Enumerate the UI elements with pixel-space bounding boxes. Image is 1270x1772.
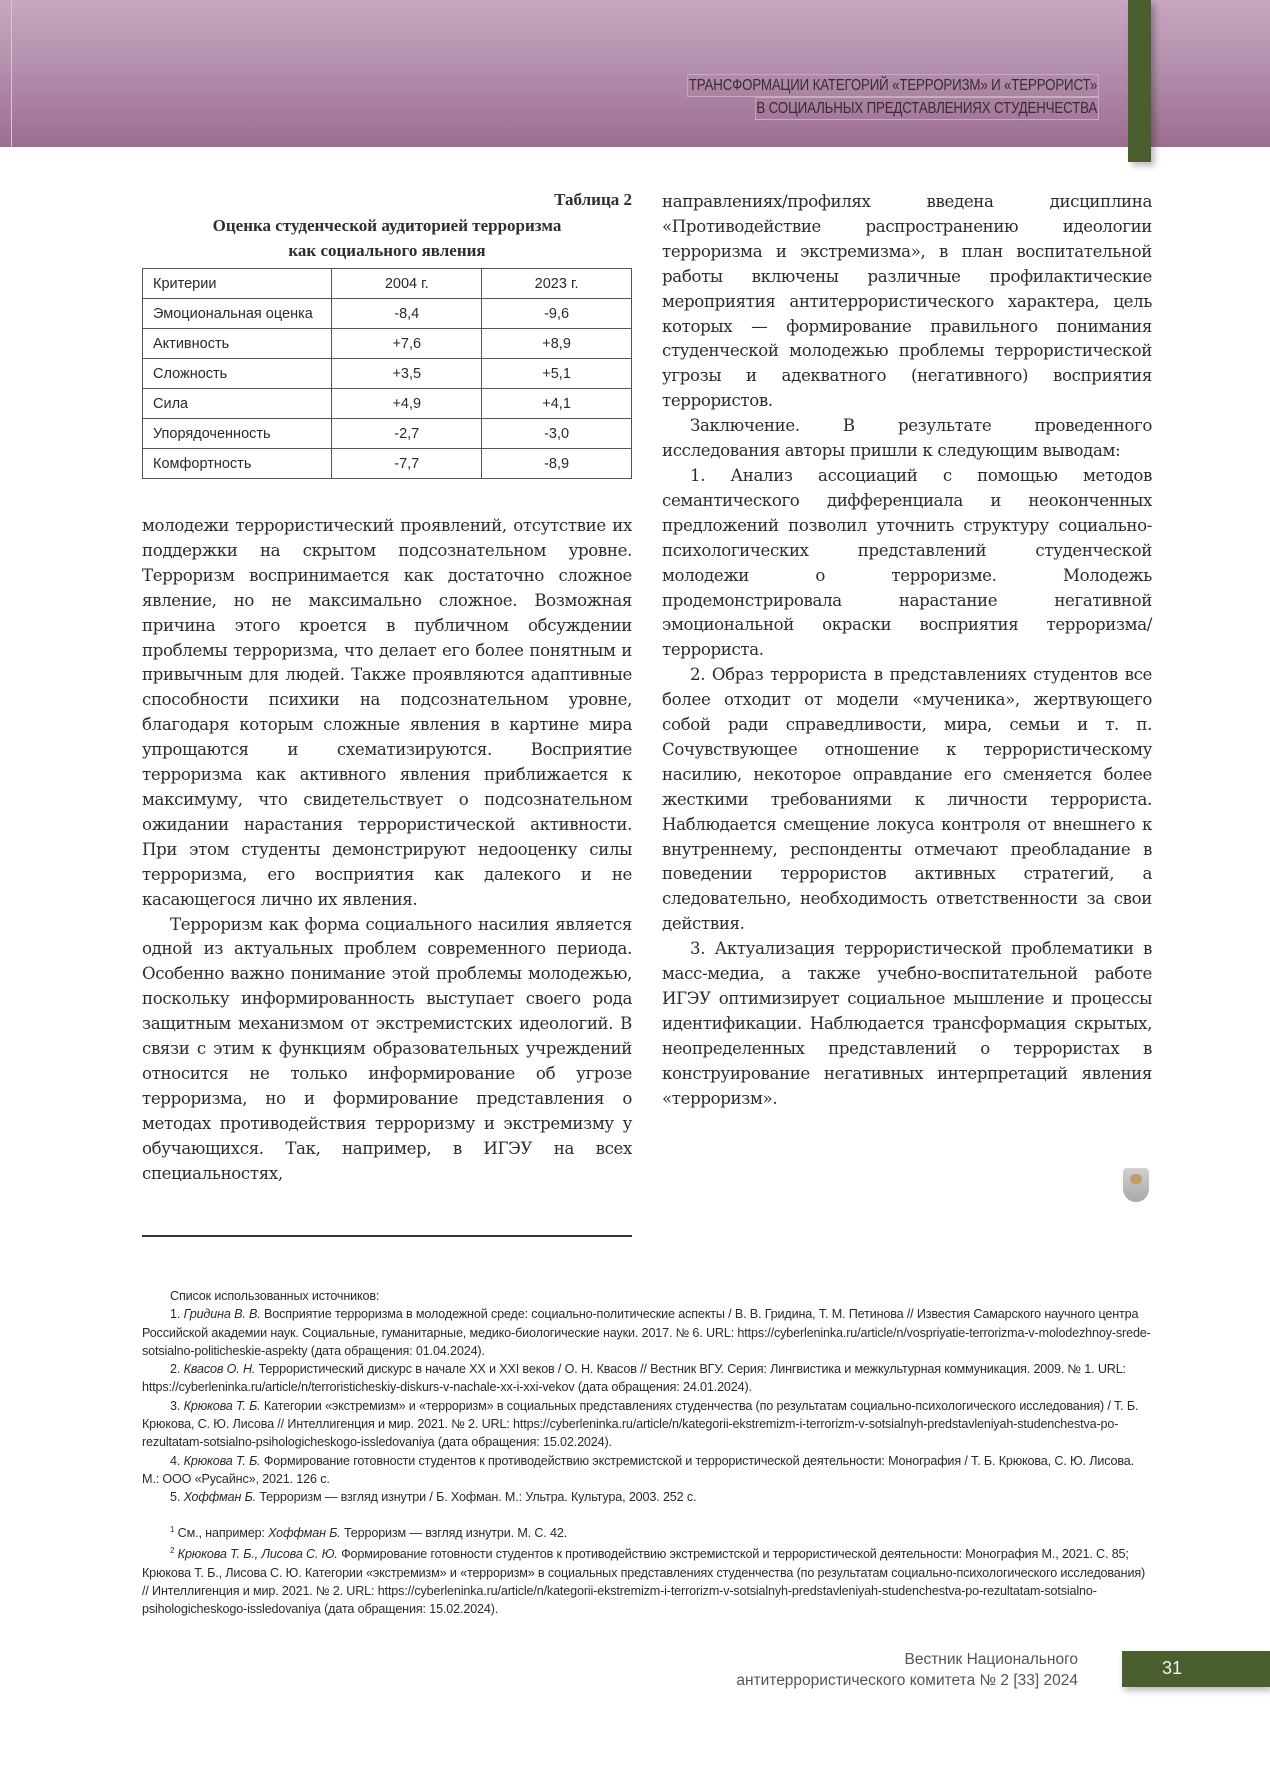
footnote-mark: 1 xyxy=(170,1524,175,1534)
criterion-cell: Сила xyxy=(143,389,332,419)
reference-item xyxy=(142,1360,1152,1397)
criterion-cell: Активность xyxy=(143,329,332,359)
column-header: 2004 г. xyxy=(332,269,482,299)
reference-item xyxy=(142,1397,1152,1452)
reference-item xyxy=(142,1305,1152,1360)
header-divider xyxy=(11,0,12,147)
reference-number: 2. xyxy=(170,1362,181,1377)
value-cell: -8,4 xyxy=(332,299,482,329)
left-column-text xyxy=(142,514,632,1186)
running-title-line1: ТРАНСФОРМАЦИИ КАТЕГОРИЙ «ТЕРРОРИЗМ» И «ТЕРРОРИСТ» xyxy=(687,74,1099,97)
value-cell: +3,5 xyxy=(332,359,482,389)
value-cell: +5,1 xyxy=(482,359,632,389)
footnote-author: Крюкова Т. Б., Лисова С. Ю. xyxy=(177,1547,338,1562)
table-row xyxy=(143,389,632,419)
reference-number: 5. xyxy=(170,1490,181,1505)
references-heading: Список использованных источников: xyxy=(170,1289,380,1303)
data-table xyxy=(142,268,632,479)
paragraph: молодежи террористический проявлений, отсутствие их поддержки на скрытом подсознательном уровне. Терроризм воспринимается как достаточно сложное явление, но не максимально сложное. Возможная причина этого кроется в публичном обсуждении проблемы терроризма, что делает его более понятным и привычным для людей. Также проявляются адаптивные способности психики на подсознательном уровне, благодаря которым сложные явления в картине мира упрощаются и схематизируются. Восприятие терроризма как активного явления приближается к максимуму, что свидетельствует о подсознательном ожидании нарастания террористической активности. При этом студенты демонстрируют недооценку силы терроризма, его восприятия как далекого и не касающегося лично их явления. xyxy=(142,516,632,909)
eagle-icon xyxy=(1130,1174,1142,1184)
footnote-text: Формирование готовности студентов к противодействию экстремистской и террористической деятельности: Монография М., 2021. С. 85; Крюкова Т. Б., Лисова С. Ю. Категории «экстремизм» и «терроризм» в социальных представлениях студенчества (по результатам социально-психологического исследования) // Интеллигенция и мир. 2021. № 2. URL: https://cyberleninka.ru/article/n/kategorii-ekstremizm-i-terrorizm-v-sotsialnyh-predstavleniyah-studenchestva-po-rezultatam-sotsialno-psihologicheskogo-issledovaniya (дата обращения: 15.02.2024). xyxy=(142,1547,1146,1617)
reference-author: Крюкова Т. Б. xyxy=(183,1398,261,1413)
journal-name-line2: антитеррористического комитета № 2 [33] 2024 xyxy=(736,1672,1078,1689)
value-cell: -3,0 xyxy=(482,419,632,449)
reference-author: Гридина В. В. xyxy=(183,1307,261,1322)
reference-text: Терроризм — взгляд изнутри / Б. Хофман. М.: Ультра. Культура, 2003. 252 с. xyxy=(256,1490,697,1505)
reference-number: 1. xyxy=(170,1307,181,1322)
references-section xyxy=(142,1287,1152,1618)
page-number-tab xyxy=(1122,1651,1270,1687)
table-title xyxy=(142,213,632,263)
conclusion-paragraph: Заключение. В результате проведенного исследования авторы пришли к следующим выводам: xyxy=(662,416,1152,461)
reference-text: Категории «экстремизм» и «терроризм» в социальных представлениях студенчества (по результатам социально-психологического исследования) / Т. Б. Крюкова, С. Ю. Лисова // Интеллигенция и мир. 2021. № 2. URL: https://cyberleninka.ru/article/n/kategorii-ekstremizm-i-terrorizm-v-sotsialnyh-predstavleniyah-studenchestva-po-rezultatam-sotsialno-psihologicheskogo-issledovaniya (дата обращения: 15.02.2024). xyxy=(142,1398,1139,1450)
criterion-cell: Комфортность xyxy=(143,449,332,479)
reference-author: Квасов О. Н. xyxy=(183,1362,256,1377)
reference-text: Формирование готовности студентов к противодействию экстремистской и террористической деятельности: Монография / Т. Б. Крюкова, С. Ю. Лисова. М.: ООО «Русайнс», 2021. 126 с. xyxy=(142,1453,1134,1486)
value-cell: -8,9 xyxy=(482,449,632,479)
footnote-prefix: См., например: xyxy=(174,1525,269,1540)
table-row xyxy=(143,329,632,359)
reference-item xyxy=(142,1488,1152,1506)
conclusion-item: 3. Актуализация террористической проблематики в масс-медиа, а также учебно-воспитательной работе ИГЭУ оптимизирует социальное мышление и процессы идентификации. Наблюдается трансформация скрытых, неопределенных представлений о террористах в конструирование негативных интерпретаций явления «терроризм». xyxy=(662,939,1152,1108)
reference-author: Хоффман Б. xyxy=(183,1490,256,1505)
right-column-text xyxy=(662,190,1152,1112)
value-cell: +4,9 xyxy=(332,389,482,419)
shield-emblem-icon xyxy=(1123,1168,1149,1202)
reference-author: Крюкова Т. Б. xyxy=(183,1453,261,1468)
value-cell: -2,7 xyxy=(332,419,482,449)
footnote-text: Терроризм — взгляд изнутри. М. С. 42. xyxy=(340,1525,568,1540)
reference-number: 3. xyxy=(170,1398,181,1413)
value-cell: +4,1 xyxy=(482,389,632,419)
page-number: 31 xyxy=(1162,1658,1183,1678)
value-cell: -7,7 xyxy=(332,449,482,479)
table-header-row xyxy=(143,269,632,299)
table-row xyxy=(143,299,632,329)
column-header: Критерии xyxy=(143,269,332,299)
footnote xyxy=(142,1542,1152,1618)
table-title-line1: Оценка студенческой аудиторией терроризма xyxy=(212,216,562,235)
criterion-cell: Упорядоченность xyxy=(143,419,332,449)
running-title xyxy=(687,74,1099,120)
journal-name xyxy=(736,1649,1078,1691)
conclusion-item: 1. Анализ ассоциаций с помощью методов семантического дифференциала и неоконченных предложений позволил уточнить структуру социально-психологических представлений студенческой молодежи о терроризме. Молодежь продемонстрировала нарастание негативной эмоциональной окраски восприятия терроризма/террориста. xyxy=(662,465,1152,660)
value-cell: +7,6 xyxy=(332,329,482,359)
table-number: Таблица 2 xyxy=(554,190,632,209)
criterion-cell: Эмоциональная оценка xyxy=(143,299,332,329)
footnote-mark: 2 xyxy=(170,1546,175,1556)
footnote xyxy=(142,1521,1152,1542)
table-row xyxy=(143,419,632,449)
table-row xyxy=(143,449,632,479)
table-row xyxy=(143,359,632,389)
paragraph: направлениях/профилях введена дисциплина «Противодействие распространению идеологии терроризма и экстремизма», в план воспитательной работы включены различные профилактические мероприятия антитеррористического характера, цель которых — формирование правильного понимания студенческой молодежью проблемы террористической угрозы и адекватного (негативного) восприятия террористов. xyxy=(662,192,1152,411)
table-title-line2: как социального явления xyxy=(288,241,486,260)
header-band xyxy=(0,0,1270,147)
paragraph: Терроризм как форма социального насилия является одной из актуальных проблем современного периода. Особенно важно понимание этой проблемы молодежью, поскольку информированность выступает своего рода защитным механизмом от экстремистских идеологий. В связи с этим к функциям образовательных учреждений относится не только информирование об угрозе терроризма, но и формирование представления о методах противодействия терроризму и экстремизму у обучающихся. Так, например, в ИГЭУ на всех специальностях, xyxy=(142,914,632,1183)
journal-name-line1: Вестник Национального xyxy=(904,1651,1078,1668)
reference-text: Восприятие терроризма в молодежной среде: социально-политические аспекты / В. В. Гридина, Т. М. Петинова // Известия Самарского научного центра Российской академии наук. Социальные, гуманитарные, медико-биологические науки. 2017. № 6. URL: https://cyberleninka.ru/article/n/vospriyatie-terrorizma-v-molodezhnoy-srede-sotsialno-politicheskie-aspekty (дата обращения: 01.04.2024). xyxy=(142,1307,1151,1358)
criterion-cell: Сложность xyxy=(143,359,332,389)
reference-item xyxy=(142,1452,1152,1489)
column-header: 2023 г. xyxy=(482,269,632,299)
conclusion-item: 2. Образ террориста в представлениях студентов все более отходит от модели «мученика», жертвующего собой ради справедливости, мира, семьи и т. п. Сочувствующее отношение к террористическому насилию, некоторое оправдание его сменяется более жесткими требованиями к личности террориста. Наблюдается смещение локуса контроля от внешнего к внутреннему, респонденты отмечают преобладание в поведении террористов активных стратегий, а следовательно, необходимость ответственности за свои действия. xyxy=(662,665,1152,934)
reference-text: Террористический дискурс в начале XX и XXI веков / О. Н. Квасов // Вестник ВГУ. Серия: Лингвистика и межкультурная коммуникация. 2009. № 1. URL: https://cyberleninka.ru/article/n/terroristicheskiy-diskurs-v-nachale-xx-i-xxi-vekov (дата обращения: 24.01.2024). xyxy=(142,1362,1126,1395)
footnote-author: Хоффман Б. xyxy=(268,1525,341,1540)
value-cell: -9,6 xyxy=(482,299,632,329)
reference-number: 4. xyxy=(170,1453,181,1468)
value-cell: +8,9 xyxy=(482,329,632,359)
footnote-divider xyxy=(142,1235,632,1237)
running-title-line2: В СОЦИАЛЬНЫХ ПРЕДСТАВЛЕНИЯХ СТУДЕНЧЕСТВА xyxy=(755,97,1099,120)
accent-bar xyxy=(1128,0,1151,162)
